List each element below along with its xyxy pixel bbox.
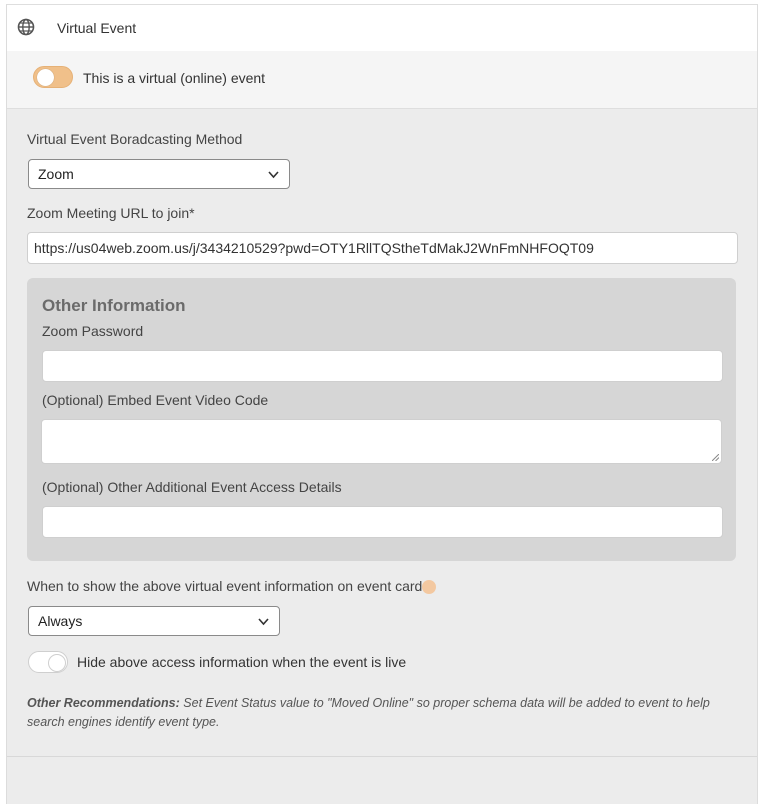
show-when-select[interactable] [28,606,280,636]
access-details-input[interactable] [42,506,723,538]
virtual-toggle-row [7,51,757,109]
show-when-value: Always [38,613,83,629]
toggle-knob [37,69,54,86]
zoom-password-input[interactable] [42,350,723,382]
broadcast-method-label: Virtual Event Boradcasting Method [27,131,243,147]
zoom-url-input[interactable] [27,232,738,264]
hide-access-toggle[interactable] [28,651,68,673]
toggle-knob [48,654,66,672]
embed-video-textarea[interactable] [41,419,722,464]
virtual-event-toggle-label: This is a virtual (online) event [83,70,266,86]
chevron-down-icon [258,616,269,627]
recommendation-text: Set Event Status value to "Moved Online" so proper schema data will be added to event to help search engines identify event type. [27,696,710,729]
recommendation-note [27,694,737,732]
zoom-url-label: Zoom Meeting URL to join* [27,205,195,221]
other-information-title: Other Information [42,296,186,315]
zoom-password-label: Zoom Password [42,323,144,339]
show-when-label: When to show the above virtual event information on event card [27,578,423,594]
resize-handle-icon[interactable] [712,454,719,461]
section-title: Virtual Event [57,20,137,36]
other-information-box [27,278,736,561]
embed-video-label: (Optional) Embed Event Video Code [42,392,269,408]
info-icon[interactable] [422,580,436,594]
virtual-event-panel [6,4,758,804]
chevron-down-icon [268,169,279,180]
broadcast-method-value: Zoom [38,166,74,182]
divider [7,756,757,757]
recommendation-bold: Other Recommendations: [27,696,180,710]
virtual-event-toggle[interactable] [33,66,73,88]
section-header[interactable] [7,4,757,52]
access-details-label: (Optional) Other Additional Event Access Details [42,479,342,495]
broadcast-method-select[interactable] [28,159,290,189]
zoom-url-value: https://us04web.zoom.us/j/3434210529?pwd=OTY1RllTQStheTdMakJ2WnFmNHFOQT09 [34,240,594,256]
hide-access-toggle-label: Hide above access information when the event is live [77,654,407,670]
